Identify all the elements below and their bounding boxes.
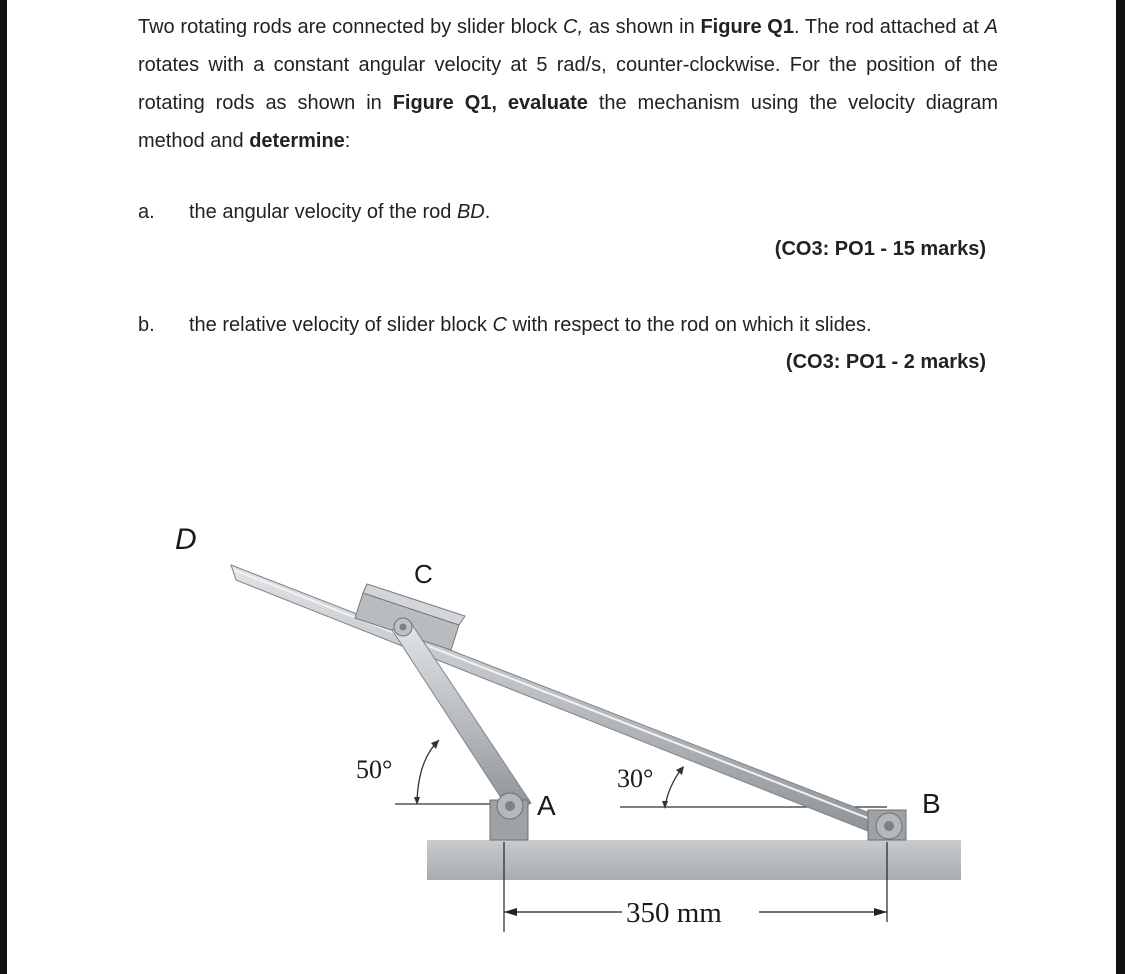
label-a: A [537,790,556,821]
angle-label-a: 50° [356,755,393,784]
question-b-text-1: the relative velocity of slider block [189,314,493,336]
intro-part-1b: as shown in [583,16,701,38]
question-a-text-2: . [484,201,491,223]
figure-q1 [7,0,1116,974]
intro-part-1: Two rotating rods are connected by slider block [138,16,563,38]
figure-ref-1: Figure Q1 [700,16,794,38]
document-page [7,0,1116,974]
pin-a [490,793,528,840]
angle-label-b: 30° [617,764,654,793]
pin-b [868,810,906,840]
label-c: C [414,559,433,589]
intro-var-a: A [984,16,998,38]
dimension-label: 350 mm [626,897,722,929]
label-b: B [922,788,941,819]
dimension-arrow-left [504,908,517,916]
question-b-text-2: with respect to the rod on which it slides. [506,314,872,336]
determine-word: determine [249,130,345,152]
rod-ac [392,618,531,813]
angle-tick-b [662,801,668,809]
angle-arrow-b [676,766,684,775]
intro-var-c: C, [563,16,583,38]
figure-ref-2: Figure Q1, evaluate [392,92,588,114]
dimension-arrow-right [874,908,887,916]
intro-part-5: : [344,130,351,152]
question-b-marks: (CO3: PO1 - 2 marks) [785,351,986,373]
question-b-var: C [492,314,507,336]
intro-part-3: rotates with a constant angular velocity at 5 rad/s, counter-clockwise. For the position of the rotating rods as shown in [138,54,998,114]
angle-arc-a [417,740,439,803]
intro-part-4: the mechanism using the velocity diagram method and [138,92,999,152]
question-a-var: BD [456,201,485,223]
question-a-marks: (CO3: PO1 - 15 marks) [774,238,986,260]
intro-part-2: . The rod attached at [793,16,985,38]
ground-base [427,840,961,880]
question-b-letter: b. [138,314,155,336]
label-d: D [175,523,197,556]
rod-bd [231,565,898,839]
question-a-letter: a. [138,201,155,223]
question-a-text-1: the angular velocity of the rod [189,201,457,223]
